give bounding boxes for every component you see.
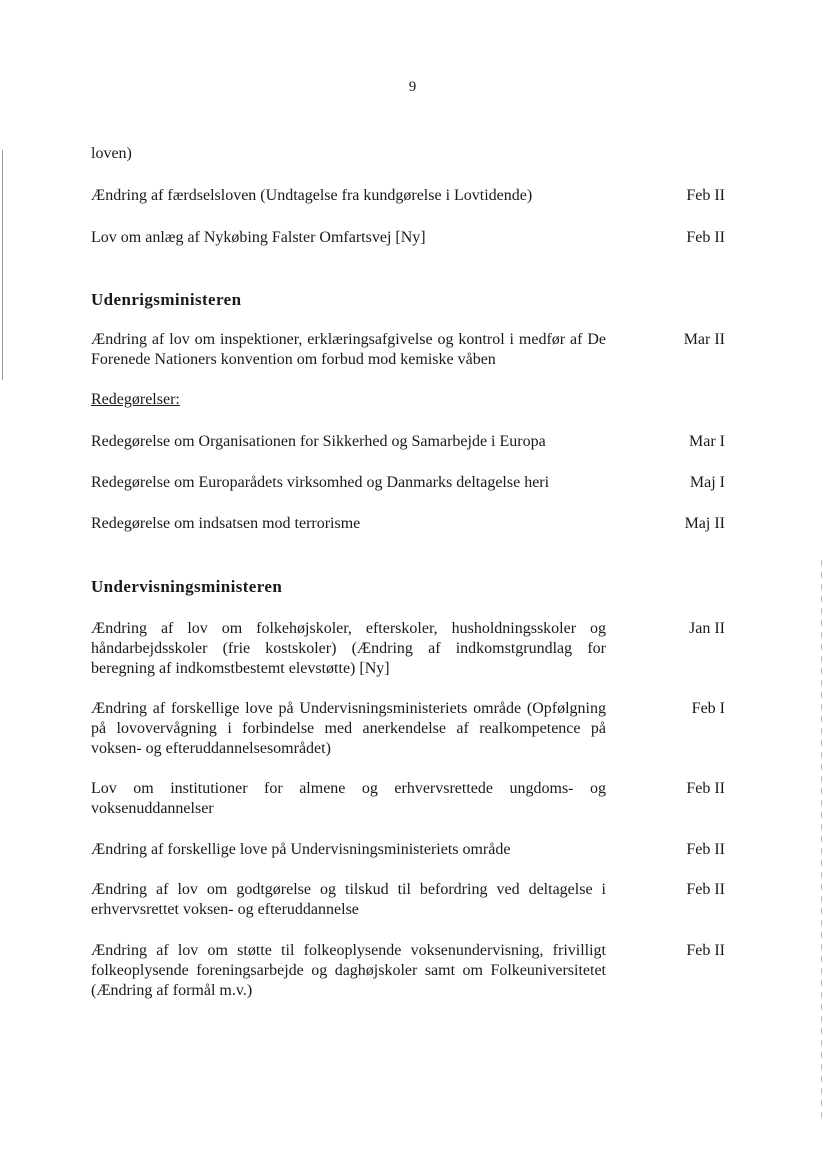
scan-edge-line-right xyxy=(821,560,822,1120)
entry-text: Lov om institutioner for almene og erhvervsrettede ungdoms- og voksenuddannelser xyxy=(91,780,606,817)
section-heading: Undervisningsministeren xyxy=(91,577,283,596)
entry-date: Jan II xyxy=(689,620,725,637)
page-number: 9 xyxy=(408,79,417,95)
entry-date: Mar II xyxy=(683,331,725,348)
entry-date: Feb I xyxy=(691,700,725,717)
entry-date: Feb II xyxy=(686,841,725,858)
entry-text: Ændring af færdselsloven (Undtagelse fra kundgørelse i Lovtidende) xyxy=(91,187,533,204)
entry-text: Ændring af lov om støtte til folkeoplysende voksenundervisning, frivilligt folkeoplysende foreningsarbejde og daghøjskoler samt om Folkeuniversitetet (Ændring af formål m.v.) xyxy=(91,942,606,999)
entry-date: Maj I xyxy=(689,474,725,491)
entry-text: Redegørelse om Organisationen for Sikkerhed og Samarbejde i Europa xyxy=(91,433,546,450)
entry-date: Maj II xyxy=(684,515,725,532)
entry-date: Mar I xyxy=(689,433,725,450)
entry-text: Redegørelse om Europarådets virksomhed og Danmarks deltagelse heri xyxy=(91,474,550,491)
entry-text: Lov om anlæg af Nykøbing Falster Omfartsvej [Ny] xyxy=(91,229,426,246)
section-heading: Udenrigsministeren xyxy=(91,290,242,309)
scan-edge-line-left xyxy=(2,150,3,380)
entry-date: Feb II xyxy=(686,780,725,797)
entry-text: loven) xyxy=(91,145,132,162)
subsection-heading: Redegørelser: xyxy=(91,391,180,408)
entry-text: Ændring af lov om inspektioner, erklæringsafgivelse og kontrol i medfør af De Forenede Nationers konvention om forbud mod kemiske våben xyxy=(91,331,606,368)
entry-date: Feb II xyxy=(686,187,725,204)
entry-date: Feb II xyxy=(686,229,725,246)
entry-text: Ændring af lov om folkehøjskoler, efterskoler, husholdningsskoler og håndarbejdsskoler (frie kostskoler) (Ændring af indkomstgrundlag for beregning af indkomstbestemt elevstøtte) [Ny] xyxy=(91,620,606,677)
entry-text: Redegørelse om indsatsen mod terrorisme xyxy=(91,515,361,532)
entry-date: Feb II xyxy=(686,942,725,959)
entry-date: Feb II xyxy=(686,881,725,898)
entry-text: Ændring af forskellige love på Undervisningsministeriets område xyxy=(91,841,511,858)
entry-text: Ændring af forskellige love på Undervisningsministeriets område (Opfølgning på lovovervågning i forbindelse med anerkendelse af realkompetence på voksen- og efteruddannelsesområdet) xyxy=(91,700,606,757)
entry-text: Ændring af lov om godtgørelse og tilskud til befordring ved deltagelse i erhvervsrettet voksen- og efteruddannelse xyxy=(91,881,606,918)
